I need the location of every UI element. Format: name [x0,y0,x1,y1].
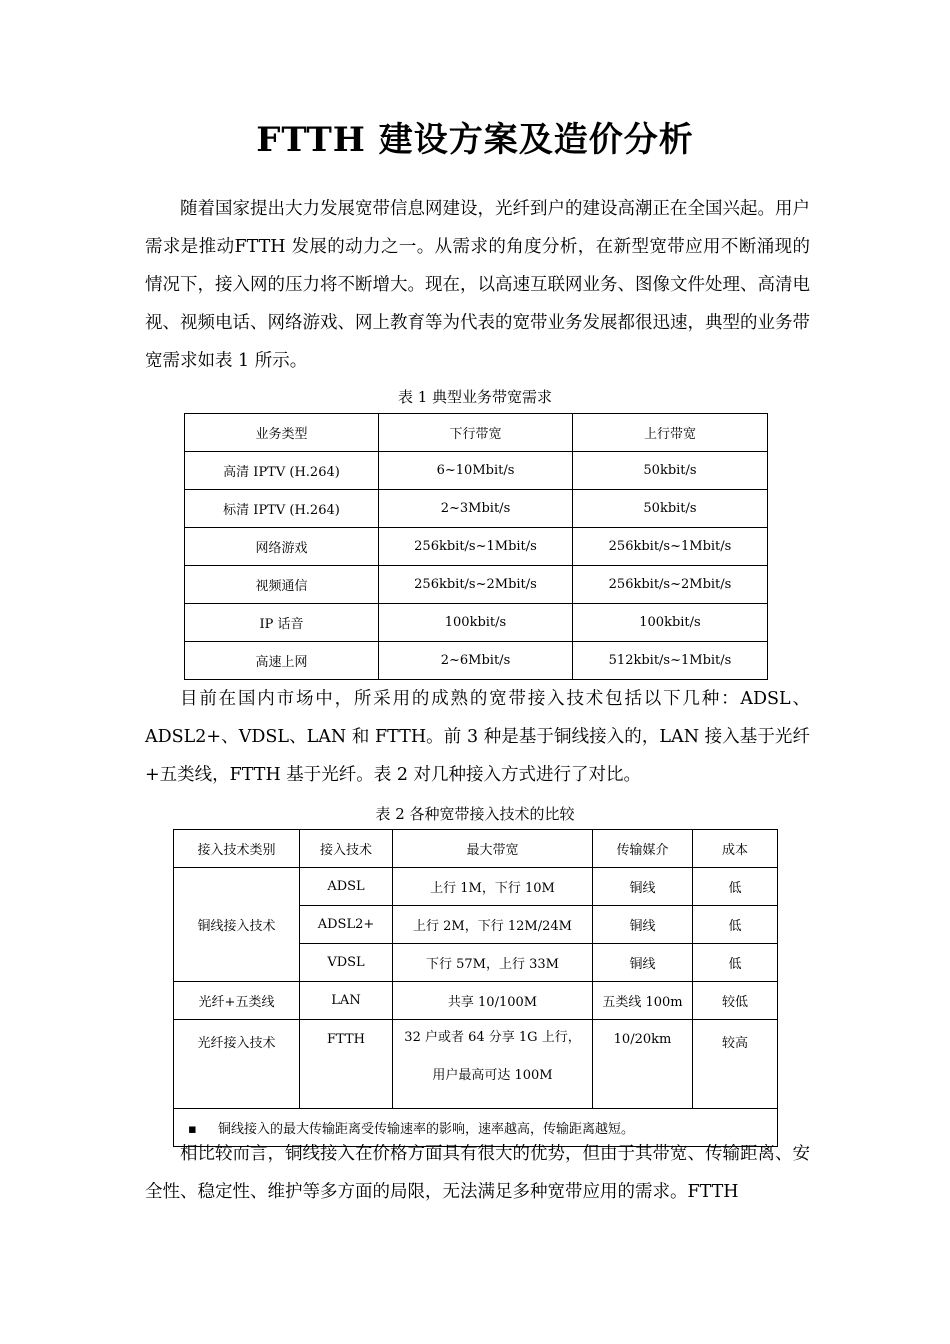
table2-caption: 表 2 各种宽带接入技术的比较 [375,805,575,823]
table-row [174,982,778,1020]
table-row [185,490,768,528]
access-tech-paragraph: 目前在国内市场中，所采用的成熟的宽带接入技术包括以下几种：ADSL、ADSL2+、VDSL、LAN 和 FTTH。前 3 种是基于铜线接入的，LAN 接入基于光纤+五类线，FTTH 基于光纤。表 2 对几种接入方式进行了对比。 [145,689,810,785]
table-cell: 共享 10/100M [393,982,593,1020]
table-cell: 2~6Mbit/s [379,642,573,680]
table-cell: 256kbit/s~1Mbit/s [573,528,768,566]
table-header-cell: 接入技术 [300,830,393,868]
table-cell: 低 [693,868,778,906]
table-header-cell: 最大带宽 [393,830,593,868]
bandwidth-requirements-table [184,413,768,680]
table-cell: 256kbit/s~2Mbit/s [573,566,768,604]
table-header-cell: 接入技术类别 [174,830,300,868]
table-header-cell: 传输媒介 [593,830,693,868]
table-cell: 6~10Mbit/s [379,452,573,490]
table-cell: 上行 2M，下行 12M/24M [393,906,593,944]
table-cell: 100kbit/s [379,604,573,642]
table-cell: 铜线 [593,868,693,906]
table-cell: 网络游戏 [185,528,379,566]
table-header-row [174,830,778,868]
table-row [185,604,768,642]
table-cell: 50kbit/s [573,452,768,490]
table-cell: FTTH [300,1020,393,1109]
table-header-cell: 上行带宽 [573,414,768,452]
bullet-icon: ▪ [188,1122,197,1137]
table-row [185,528,768,566]
table-cell: 100kbit/s [573,604,768,642]
copper-group-cell: 铜线接入技术 [174,868,300,982]
table-row [174,1020,778,1109]
table-header-cell: 业务类型 [185,414,379,452]
table-row [185,452,768,490]
ftth-bandwidth-line: 32 户或者 64 分享 1G 上行， [404,1030,581,1045]
table-cell: ADSL [300,868,393,906]
table-cell: 视频通信 [185,566,379,604]
table-cell: 高清 IPTV (H.264) [185,452,379,490]
table-cell: 50kbit/s [573,490,768,528]
table-header-cell: 成本 [693,830,778,868]
intro-paragraph: 随着国家提出大力发展宽带信息网建设，光纤到户的建设高潮正在全国兴起。用户需求是推动FTTH 发展的动力之一。从需求的角度分析，在新型宽带应用不断涌现的情况下，接入网的压力将不断增大。现在，以高速互联网业务、图像文件处理、高清电视、视频电话、网络游戏、网上教育等为代表的宽带业务发展都很迅速，典型的业务带宽需求如表 1 所示。 [145,199,810,371]
table-cell: 五类线 100m [593,982,693,1020]
table-cell: 256kbit/s~1Mbit/s [379,528,573,566]
table-cell: ADSL2+ [300,906,393,944]
table-cell: 铜线 [593,944,693,982]
table-note: 铜线接入的最大传输距离受传输速率的影响，速率越高，传输距离越短。 [218,1122,635,1137]
table-cell: 2~3Mbit/s [379,490,573,528]
table-cell: 高速上网 [185,642,379,680]
ftth-bandwidth-cell [393,1020,593,1109]
table-header-row [185,414,768,452]
table-cell: 上行 1M，下行 10M [393,868,593,906]
comparison-paragraph: 相比较而言，铜线接入在价格方面具有很大的优势，但由于其带宽、传输距离、安全性、稳定性、维护等多方面的局限，无法满足多种宽带应用的需求。FTTH [145,1144,810,1202]
table-cell: LAN [300,982,393,1020]
table-cell: 标清 IPTV (H.264) [185,490,379,528]
ftth-bandwidth-line: 用户最高可达 100M [432,1068,553,1083]
table-row [185,642,768,680]
table-cell: 低 [693,944,778,982]
document-title: FTTH 建设方案及造价分析 [256,120,694,160]
table-cell: IP 话音 [185,604,379,642]
table-cell: 较高 [693,1020,778,1109]
table-cell: 光纤接入技术 [174,1020,300,1109]
table-cell: 下行 57M，上行 33M [393,944,593,982]
table-row [174,868,778,906]
table-cell: 铜线 [593,906,693,944]
table-row [185,566,768,604]
table-cell: VDSL [300,944,393,982]
table-cell: 光纤+五类线 [174,982,300,1020]
table-cell: 低 [693,906,778,944]
table-cell: 较低 [693,982,778,1020]
table-cell: 256kbit/s~2Mbit/s [379,566,573,604]
table1-caption: 表 1 典型业务带宽需求 [397,388,553,406]
table-header-cell: 下行带宽 [379,414,573,452]
access-technology-comparison-table [173,829,778,1147]
table-cell: 10/20km [593,1020,693,1109]
table-cell: 512kbit/s~1Mbit/s [573,642,768,680]
